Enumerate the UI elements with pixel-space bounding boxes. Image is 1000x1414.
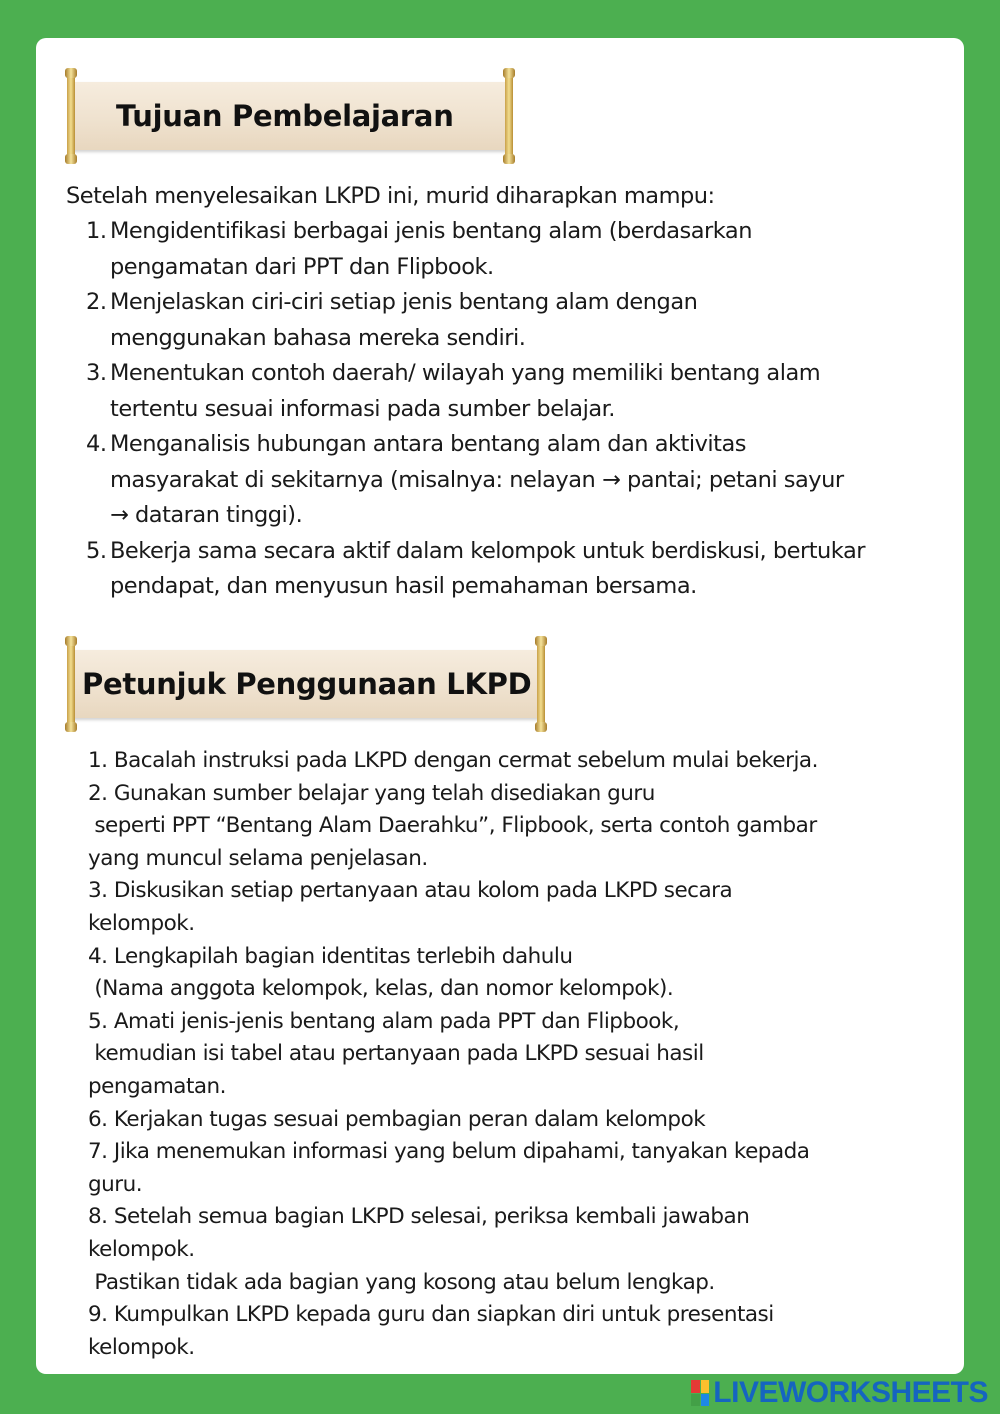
section-heading-petunjuk: Petunjuk Penggunaan LKPD bbox=[82, 667, 532, 701]
section-heading-tujuan: Tujuan Pembelajaran bbox=[116, 99, 454, 133]
instruction-line: seperti PPT “Bentang Alam Daerahku”, Flipbook, serta contoh gambar bbox=[88, 813, 817, 839]
instruction-line: (Nama anggota kelompok, kelas, dan nomor kelompok). bbox=[88, 976, 674, 1002]
goal-item bbox=[86, 356, 966, 427]
goal-line: Menganalisis hubungan antara bentang alam dan aktivitas bbox=[110, 431, 746, 457]
instruction-line: 8. Setelah semua bagian LKPD selesai, periksa kembali jawaban bbox=[88, 1204, 750, 1230]
goal-line: masyarakat di sekitarnya (misalnya: nelayan → pantai; petani sayur bbox=[110, 466, 844, 493]
goal-text bbox=[110, 285, 966, 356]
instruction-line: pengamatan. bbox=[88, 1073, 227, 1099]
goal-number: 1. bbox=[86, 218, 107, 244]
instruction-line: 7. Jika menemukan informasi yang belum dipahami, tanyakan kepada bbox=[88, 1139, 810, 1165]
heading-scroll-banner bbox=[70, 650, 542, 718]
instruction-line: 5. Amati jenis-jenis bentang alam pada PPT dan Flipbook, bbox=[88, 1008, 680, 1034]
goal-number: 2. bbox=[86, 289, 107, 315]
logo-mark-square bbox=[701, 1394, 710, 1407]
goal-text bbox=[110, 356, 966, 427]
goal-text bbox=[110, 427, 966, 534]
goal-item bbox=[86, 285, 966, 356]
goal-line: Mengidentifikasi berbagai jenis bentang alam (berdasarkan bbox=[110, 218, 752, 244]
goal-line: menggunakan bahasa mereka sendiri. bbox=[110, 324, 526, 351]
goal-line: pendapat, dan menyusun hasil pemahaman bersama. bbox=[110, 573, 697, 599]
instruction-line: kemudian isi tabel atau pertanyaan pada LKPD sesuai hasil bbox=[88, 1041, 704, 1067]
instruction-line: 2. Gunakan sumber belajar yang telah disediakan guru bbox=[88, 780, 655, 806]
heading-scroll-banner bbox=[70, 82, 510, 150]
instruction-line: 4. Lengkapilah bagian identitas terlebih dahulu bbox=[88, 943, 573, 969]
instruction-line: 1. Bacalah instruksi pada LKPD dengan cermat sebelum mulai bekerja. bbox=[88, 748, 818, 773]
instruction-line: 6. Kerjakan tugas sesuai pembagian peran dalam kelompok bbox=[88, 1106, 706, 1132]
goal-text bbox=[110, 534, 966, 605]
goal-item bbox=[86, 427, 966, 534]
instruction-line: kelompok. bbox=[88, 1236, 195, 1262]
logo-mark-icon bbox=[691, 1380, 709, 1406]
intro-text: Setelah menyelesaikan LKPD ini, murid diharapkan mampu: bbox=[66, 183, 715, 209]
instructions-list bbox=[88, 745, 928, 1364]
goal-number: 5. bbox=[86, 537, 107, 564]
learning-goals-list bbox=[86, 214, 966, 605]
instruction-line: kelompok. bbox=[88, 1334, 195, 1360]
goal-number: 3. bbox=[86, 360, 107, 386]
instruction-line: 9. Kumpulkan LKPD kepada guru dan siapkan diri untuk presentasi bbox=[88, 1302, 774, 1328]
logo-mark-square bbox=[691, 1380, 700, 1393]
goal-item bbox=[86, 534, 966, 605]
logo-mark-square bbox=[691, 1394, 700, 1407]
goal-number: 4. bbox=[86, 431, 107, 457]
goal-line: tertentu sesuai informasi pada sumber belajar. bbox=[110, 395, 615, 422]
instruction-line: 3. Diskusikan setiap pertanyaan atau kolom pada LKPD secara bbox=[88, 878, 733, 904]
goal-line: → dataran tinggi). bbox=[110, 502, 303, 528]
liveworksheets-logo[interactable] bbox=[691, 1376, 988, 1410]
goal-item bbox=[86, 214, 966, 285]
goal-line: Menjelaskan ciri-ciri setiap jenis bentang alam dengan bbox=[110, 289, 698, 315]
logo-mark-square bbox=[701, 1380, 710, 1393]
goal-line: Bekerja sama secara aktif dalam kelompok untuk berdiskusi, bertukar bbox=[110, 537, 865, 564]
goal-text bbox=[110, 214, 966, 285]
instruction-line: yang muncul selama penjelasan. bbox=[88, 845, 428, 871]
instruction-line: guru. bbox=[88, 1171, 143, 1197]
logo-text: LIVEWORKSHEETS bbox=[713, 1376, 988, 1409]
goal-line: Menentukan contoh daerah/ wilayah yang memiliki bentang alam bbox=[110, 360, 821, 386]
instruction-line: Pastikan tidak ada bagian yang kosong atau belum lengkap. bbox=[88, 1269, 715, 1295]
goal-line: pengamatan dari PPT dan Flipbook. bbox=[110, 253, 494, 280]
instruction-line: kelompok. bbox=[88, 910, 195, 936]
